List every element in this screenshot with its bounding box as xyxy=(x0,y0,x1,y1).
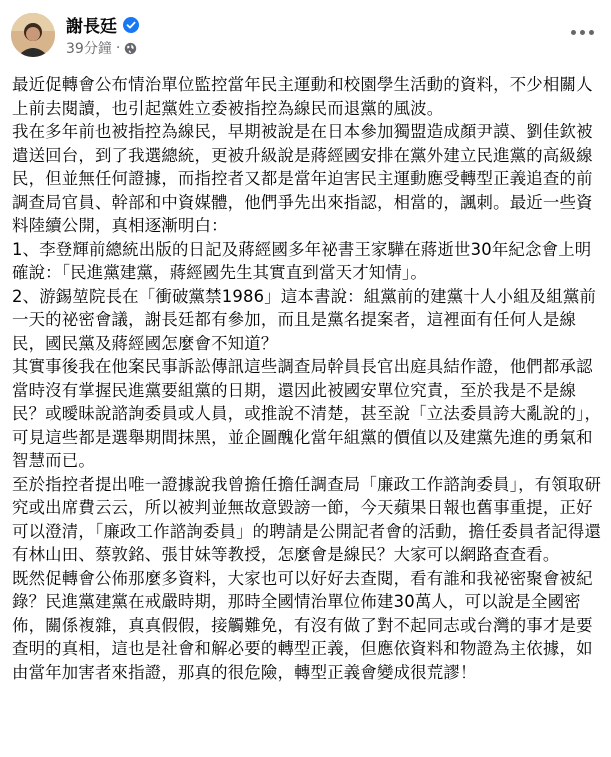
avatar[interactable] xyxy=(11,13,55,57)
profile-photo xyxy=(11,13,55,57)
post-meta xyxy=(66,38,137,58)
verified-badge-icon xyxy=(123,17,139,33)
post-timestamp[interactable]: 39分鐘 xyxy=(66,41,112,57)
meta-separator: · xyxy=(115,40,121,56)
post-paragraph: 至於指控者提出唯一證據說我曾擔任擔任調查局「廉政工作諮詢委員」，有領取研究或出席費云云，所以被判並無故意毀謗一節，今天蘋果日報也舊事重提，正好可以澄清，「廉政工作諮詢委員」的聘請是公開記者會的活動，擔任委員者記得還有林山田、蔡敦銘、張甘妹等教授，怎麼會是線民？大家可以網路查查看。 xyxy=(12,474,602,564)
post-paragraph: 1、李登輝前總統出版的日記及蔣經國多年祕書王家驊在蔣逝世30年紀念會上明確說：「民進黨建黨，蔣經國先生其實直到當天才知情」。 xyxy=(12,239,592,282)
author-name[interactable]: 謝長廷 xyxy=(66,17,117,37)
ellipsis-dot xyxy=(589,30,594,35)
globe-icon[interactable] xyxy=(124,42,137,55)
post-header xyxy=(0,0,611,66)
ellipsis-dot xyxy=(571,30,576,35)
post-paragraph: 最近促轉會公布情治單位監控當年民主運動和校園學生活動的資料，不少相關人上前去閱讀，也引起黨姓立委被指控為線民而退黨的風波。 xyxy=(12,75,593,118)
ellipsis-dot xyxy=(580,30,585,35)
post-paragraph: 我在多年前也被指控為線民，早期被說是在日本參加獨盟造成顏尹謨、劉佳欽被遣送回台，到了我選總統，更被升級說是蔣經國安排在黨外建立民進黨的高級線民，但並無任何證據，而指控者又都是當年迫害民主運動應受轉型正義追查的前調查局官員、幹部和中資媒體，他們爭先出來指認，相當的，諷刺。最近一些資料陸續公開，真相逐漸明白： xyxy=(12,122,593,235)
post-paragraph: 既然促轉會公佈那麼多資料，大家也可以好好去查閱，看有誰和我祕密聚會被紀錄？民進黨建黨在戒嚴時期，那時全國情治單位佈建30萬人，可以說是全國密佈，關係複雜，真真假假，接觸難免，有沒有做了對不起同志或台灣的事才是要查明的真相，這也是社會和解必要的轉型正義，但應依資料和物證為主依據，如由當年加害者來指證，那真的很危險，轉型正義會變成很荒謬！ xyxy=(12,568,593,682)
post-paragraph: 2、游錫堃院長在「衝破黨禁1986」這本書說：組黨前的建黨十人小組及組黨前一天的祕密會議，謝長廷都有參加，而且是黨名提案者，這裡面有任何人是線民，國民黨及蔣經國怎麼會不知道？ xyxy=(12,286,597,353)
post-body xyxy=(12,73,606,684)
post-paragraph: 其實事後我在他案民事訴訟傳訊這些調查局幹員長官出庭具結作證，他們都承認當時沒有掌握民進黨要組黨的日期，還因此被國安單位究責，至於我是不是線民？或曖昧說諮詢委員或人員，或推說不清楚，甚至說「立法委員誇大亂說的」，可見這些都是選舉期間抹黑，並企圖醜化當年組黨的價值以及建黨先進的勇氣和智慧而已。 xyxy=(12,357,602,470)
more-options-button[interactable] xyxy=(567,22,597,42)
